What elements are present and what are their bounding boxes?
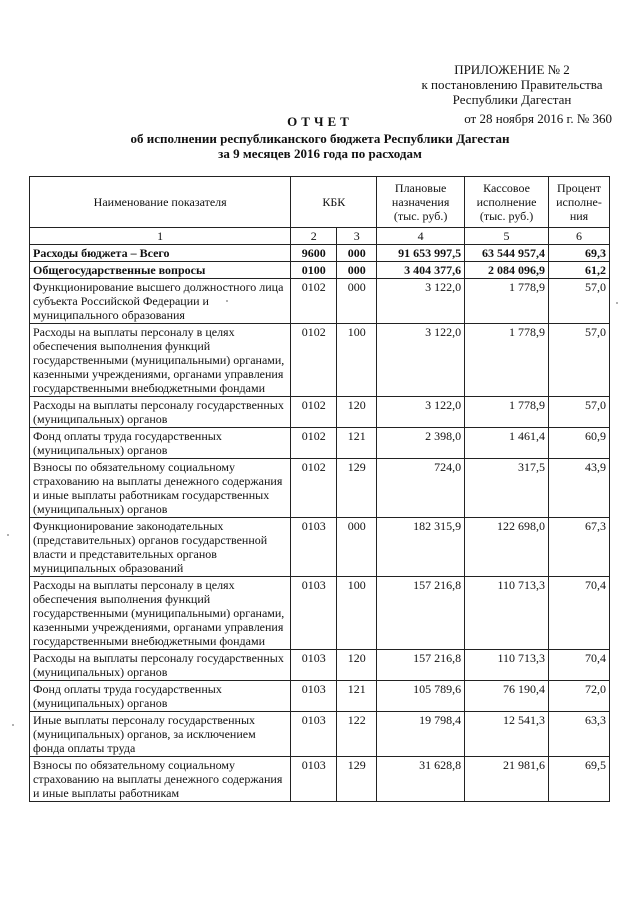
row-kbk-section: 0102 (291, 459, 337, 518)
row-plan: 3 404 377,6 (377, 262, 465, 279)
row-plan: 3 122,0 (377, 324, 465, 397)
table-row (30, 650, 610, 681)
row-percent: 67,3 (549, 518, 610, 577)
row-percent: 57,0 (549, 397, 610, 428)
column-number: 5 (465, 228, 549, 245)
table-row (30, 245, 610, 262)
row-cash: 63 544 957,4 (465, 245, 549, 262)
column-number-row (30, 228, 610, 245)
table-row (30, 712, 610, 757)
row-percent: 72,0 (549, 681, 610, 712)
row-percent: 63,3 (549, 712, 610, 757)
row-kbk-section: 0100 (291, 262, 337, 279)
table-row (30, 428, 610, 459)
row-name: Расходы на выплаты персоналу в целях обеспечения выполнения функций государственными (муниципальными) органами, казенными учреждениями, органами управления государственными внебюджетными фондами (30, 324, 291, 397)
row-kbk-section: 0102 (291, 279, 337, 324)
report-table-body (30, 245, 610, 802)
row-plan: 2 398,0 (377, 428, 465, 459)
row-cash: 122 698,0 (465, 518, 549, 577)
row-plan: 182 315,9 (377, 518, 465, 577)
row-cash: 1 778,9 (465, 397, 549, 428)
header-percent: Процент исполне- ния (549, 177, 610, 228)
row-name: Функционирование высшего должностного лица субъекта Российской Федерации и муниципального образования (30, 279, 291, 324)
row-kbk-section: 0103 (291, 518, 337, 577)
row-percent: 69,5 (549, 757, 610, 802)
row-kbk-section: 0103 (291, 650, 337, 681)
report-title: ОТЧЕТ (287, 114, 353, 129)
column-number: 6 (549, 228, 610, 245)
row-kbk-type: 121 (337, 428, 377, 459)
row-plan: 19 798,4 (377, 712, 465, 757)
row-cash: 110 713,3 (465, 577, 549, 650)
header-name: Наименование показателя (30, 177, 291, 228)
header-plan: Плановые назначения (тыс. руб.) (377, 177, 465, 228)
row-plan: 157 216,8 (377, 650, 465, 681)
report-subtitle-1: об исполнении республиканского бюджета Республики Дагестан (130, 131, 510, 146)
column-number: 2 (291, 228, 337, 245)
scan-speck (616, 302, 618, 304)
row-percent: 57,0 (549, 324, 610, 397)
row-kbk-type: 120 (337, 397, 377, 428)
row-cash: 1 461,4 (465, 428, 549, 459)
row-name: Расходы на выплаты персоналу государственных (муниципальных) органов (30, 397, 291, 428)
table-row (30, 279, 610, 324)
scan-speck (7, 534, 9, 536)
row-cash: 317,5 (465, 459, 549, 518)
header-row (30, 177, 610, 228)
appendix-line-2: к постановлению Правительства (421, 77, 603, 92)
table-row (30, 324, 610, 397)
row-percent: 43,9 (549, 459, 610, 518)
row-kbk-section: 9600 (291, 245, 337, 262)
row-cash: 2 084 096,9 (465, 262, 549, 279)
row-kbk-section: 0103 (291, 712, 337, 757)
row-percent: 69,3 (549, 245, 610, 262)
row-kbk-section: 0102 (291, 428, 337, 459)
row-kbk-type: 122 (337, 712, 377, 757)
table-row (30, 262, 610, 279)
row-kbk-type: 000 (337, 262, 377, 279)
row-cash: 12 541,3 (465, 712, 549, 757)
appendix-title: ПРИЛОЖЕНИЕ № 2 (454, 62, 570, 77)
row-cash: 21 981,6 (465, 757, 549, 802)
row-plan: 91 653 997,5 (377, 245, 465, 262)
report-title-block (110, 114, 530, 161)
row-kbk-section: 0103 (291, 757, 337, 802)
row-kbk-type: 121 (337, 681, 377, 712)
row-kbk-type: 129 (337, 459, 377, 518)
row-kbk-type: 100 (337, 577, 377, 650)
row-kbk-type: 000 (337, 245, 377, 262)
appendix-line-3: Республики Дагестан (452, 92, 572, 107)
report-subtitle-2: за 9 месяцев 2016 года по расходам (218, 146, 422, 161)
row-cash: 1 778,9 (465, 279, 549, 324)
report-table (29, 176, 610, 802)
row-name: Функционирование законодательных (представительных) органов государственной власти и представительных органов муниципальных образований (30, 518, 291, 577)
row-kbk-type: 000 (337, 279, 377, 324)
row-percent: 57,0 (549, 279, 610, 324)
row-kbk-type: 129 (337, 757, 377, 802)
row-plan: 3 122,0 (377, 397, 465, 428)
row-name: Фонд оплаты труда государственных (муниципальных) органов (30, 428, 291, 459)
row-name: Взносы по обязательному социальному страхованию на выплаты денежного содержания и иные выплаты работникам государственных (муниципальных) органов (30, 459, 291, 518)
row-percent: 61,2 (549, 262, 610, 279)
row-plan: 105 789,6 (377, 681, 465, 712)
table-row (30, 518, 610, 577)
appendix-date: от 28 ноября 2016 г. № 360 (464, 111, 612, 126)
row-percent: 70,4 (549, 577, 610, 650)
row-cash: 110 713,3 (465, 650, 549, 681)
scan-speck (226, 300, 228, 302)
row-kbk-section: 0103 (291, 681, 337, 712)
row-plan: 31 628,8 (377, 757, 465, 802)
table-row (30, 397, 610, 428)
row-kbk-type: 120 (337, 650, 377, 681)
header-kbk: КБК (291, 177, 377, 228)
row-cash: 1 778,9 (465, 324, 549, 397)
row-name: Иные выплаты персоналу государственных (муниципальных) органов, за исключением фонда оплаты труда (30, 712, 291, 757)
header-cash: Кассовое исполнение (тыс. руб.) (465, 177, 549, 228)
column-number: 1 (30, 228, 291, 245)
row-kbk-type: 000 (337, 518, 377, 577)
row-plan: 157 216,8 (377, 577, 465, 650)
row-percent: 60,9 (549, 428, 610, 459)
row-kbk-section: 0102 (291, 397, 337, 428)
table-row (30, 459, 610, 518)
row-name: Расходы на выплаты персоналу в целях обеспечения выполнения функций государственными (муниципальными) органами, казенными учреждениями, органами управления государственными внебюджетными фондами (30, 577, 291, 650)
row-name: Взносы по обязательному социальному страхованию на выплаты денежного содержания и иные выплаты работникам (30, 757, 291, 802)
table-row (30, 577, 610, 650)
row-name: Расходы на выплаты персоналу государственных (муниципальных) органов (30, 650, 291, 681)
row-plan: 724,0 (377, 459, 465, 518)
row-name: Общегосударственные вопросы (30, 262, 291, 279)
row-kbk-section: 0103 (291, 577, 337, 650)
row-name: Фонд оплаты труда государственных (муниципальных) органов (30, 681, 291, 712)
row-percent: 70,4 (549, 650, 610, 681)
column-number: 4 (377, 228, 465, 245)
column-number: 3 (337, 228, 377, 245)
row-plan: 3 122,0 (377, 279, 465, 324)
table-row (30, 681, 610, 712)
table-row (30, 757, 610, 802)
row-kbk-type: 100 (337, 324, 377, 397)
scan-speck (12, 724, 14, 726)
row-name: Расходы бюджета – Всего (30, 245, 291, 262)
row-kbk-section: 0102 (291, 324, 337, 397)
row-cash: 76 190,4 (465, 681, 549, 712)
